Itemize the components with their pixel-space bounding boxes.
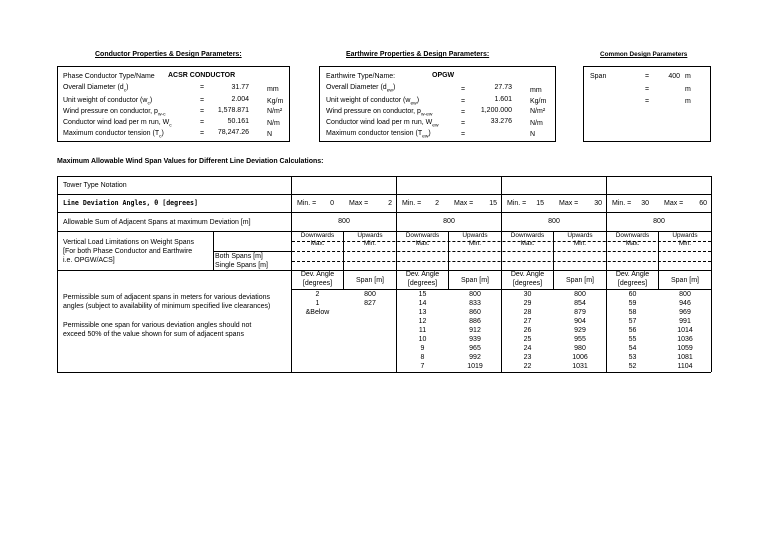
note2-line2: exceed 50% of the value shown for sum of adjacent spans [63, 331, 244, 338]
span-cell: 800 [574, 291, 586, 298]
conductor-windload-label: Conductor wind load per m run, $W_c$ [63, 119, 172, 129]
table-line [57, 372, 711, 373]
earthwire-tension-eq: = [461, 131, 466, 138]
earthwire-windpressure-eq: = [461, 109, 466, 116]
span-cell: 904 [574, 318, 586, 325]
dev-angle-cell: 28 [523, 309, 532, 316]
upwards-label: Upwards [357, 232, 383, 239]
angle-min-value: 0 [330, 200, 334, 207]
dev-angle-cell: 29 [523, 300, 532, 307]
upwards-min-label: Min. [363, 240, 377, 247]
allowable-sum-value: 800 [338, 218, 350, 225]
vertical-load-label-3: i.e. OPGW/ACS] [63, 257, 115, 264]
dev-angle-cell: 53 [628, 354, 637, 361]
dev-angle-cell: 60 [628, 291, 637, 298]
dev-angle-header: Dev. Angle [300, 271, 335, 278]
note2-line1: Permissible one span for various deviation angles should not [63, 322, 252, 329]
span-cell: 833 [469, 300, 481, 307]
angle-min-label: Min. = [612, 200, 632, 207]
earthwire-weight-value: 1.601 [494, 96, 512, 103]
conductor-windload-unit: N/m [267, 120, 280, 127]
both-spans-label: Both Spans [m] [215, 253, 263, 260]
vertical-load-label-1: Vertical Load Limitations on Weight Spans [63, 239, 195, 246]
span-header: Span [m] [565, 277, 594, 284]
dev-angle-cell: 54 [628, 345, 637, 352]
earthwire-type-label: Earthwire Type/Name: [326, 73, 396, 80]
earthwire-weight-eq: = [461, 98, 466, 105]
conductor-diameter-unit: mm [267, 86, 279, 93]
earthwire-windpressure-label: Wind pressure on conductor, $p_{w-ew}$ [326, 108, 433, 118]
span-cell: 965 [469, 345, 481, 352]
dev-angle-header: Dev. Angle [615, 271, 650, 278]
common-span-label: Span [590, 73, 607, 80]
dev-angle-header: Dev. Angle [510, 271, 545, 278]
earthwire-type-value: OPGW [432, 72, 455, 79]
tower-type-label: Tower Type Notation [63, 182, 127, 189]
conductor-windload-eq: = [200, 119, 205, 126]
allowable-sum-value: 800 [653, 218, 665, 225]
span-cell: 1059 [677, 345, 693, 352]
dev-angle-cell: 23 [523, 354, 532, 361]
span-cell: 800 [364, 291, 376, 298]
dev-angle-cell: 22 [523, 363, 532, 370]
conductor-windpressure-unit: N/m² [267, 108, 283, 115]
earthwire-weight-label: Unit weight of conductor $(w_{ew})$ [326, 97, 420, 107]
earthwire-windload-unit: N/m [530, 120, 543, 127]
span-header: Span [m] [460, 277, 489, 284]
conductor-weight-eq: = [200, 97, 205, 104]
dev-angle-cell: 11 [418, 327, 427, 334]
allowable-sum-value: 800 [443, 218, 455, 225]
dev-angle-cell: 58 [628, 309, 637, 316]
earthwire-windpressure-value: 1,200.000 [480, 107, 512, 114]
span-cell: 969 [679, 309, 691, 316]
angle-max-value: 15 [489, 200, 497, 207]
upwards-min-label: Min. [468, 240, 482, 247]
downwards-max-label: Max. [310, 240, 325, 247]
downwards-label: Downwards [405, 232, 440, 239]
conductor-diameter-value: 31.77 [231, 84, 249, 91]
earthwire-tension-label: Maximum conductor tension $(T_{ew})$ [326, 130, 431, 140]
dev-angle-cell: 8 [420, 354, 425, 361]
note1-line1: Permissible sum of adjacent spans in meters for various deviations [63, 294, 270, 301]
span-cell: 991 [679, 318, 691, 325]
downwards-max-label: Max. [625, 240, 640, 247]
earthwire-diameter-label: Overall Diameter $(d_{ew})$ [326, 84, 396, 94]
allowable-sum-value: 800 [548, 218, 560, 225]
downwards-max-label: Max. [415, 240, 430, 247]
dev-angle-cell: 55 [628, 336, 637, 343]
conductor-windpressure-label: Wind pressure on conductor, $p_{w-c}$ [63, 108, 166, 118]
dev-angle-cell: 12 [418, 318, 427, 325]
span-cell: 992 [469, 354, 481, 361]
upwards-min-label: Min. [678, 240, 692, 247]
span-cell: 939 [469, 336, 481, 343]
dev-angle-cell: 1 [315, 300, 320, 307]
dev-angle-cell: 25 [523, 336, 532, 343]
span-cell: 980 [574, 345, 586, 352]
earthwire-windload-value: 33.276 [490, 118, 512, 125]
conductor-windpressure-value: 1,578.871 [217, 107, 249, 114]
span-cell: 800 [469, 291, 481, 298]
table-line [57, 176, 711, 177]
vertical-load-label-2: [For both Phase Conductor and Earthwire [63, 248, 193, 255]
upwards-label: Upwards [567, 232, 593, 239]
angle-max-value: 60 [699, 200, 707, 207]
conductor-diameter-label: Overall Diameter $(d_c)$ [63, 84, 129, 94]
earthwire-windload-label: Conductor wind load per m run, $W_{ew}$ [326, 119, 439, 129]
conductor-diameter-eq: = [200, 84, 205, 91]
dev-angle-cell: 2 [315, 291, 320, 298]
conductor-weight-value: 2.004 [231, 96, 249, 103]
dev-angle-unit: [degrees] [302, 280, 333, 287]
dev-angle-unit: [degrees] [617, 280, 648, 287]
dev-angle-unit: [degrees] [407, 280, 438, 287]
dev-angle-cell: 15 [418, 291, 427, 298]
conductor-heading: Conductor Properties & Design Parameters: [95, 51, 242, 58]
span-cell: 1014 [677, 327, 693, 334]
earthwire-weight-unit: Kg/m [530, 98, 547, 105]
span-cell: 1104 [677, 363, 693, 370]
table-line [213, 231, 214, 270]
dev-angle-cell: 10 [418, 336, 427, 343]
dev-angle-cell: 27 [523, 318, 532, 325]
earthwire-diameter-eq: = [461, 86, 466, 93]
span-cell: 854 [574, 300, 586, 307]
angle-min-value: 30 [641, 200, 649, 207]
span-cell: 1006 [572, 354, 588, 361]
downwards-label: Downwards [300, 232, 335, 239]
span-cell: 827 [364, 300, 376, 307]
note1-line2: angles (subject to availability of minimum specified live clearances) [63, 303, 271, 310]
angle-max-label: Max = [664, 200, 684, 207]
dev-angle-cell: 59 [628, 300, 637, 307]
angle-min-value: 15 [536, 200, 544, 207]
dev-angle-cell: 30 [523, 291, 532, 298]
dev-angle-cell: 57 [628, 318, 637, 325]
span-header: Span [m] [355, 277, 384, 284]
conductor-windload-value: 50.161 [227, 118, 249, 125]
dev-angle-cell: 9 [420, 345, 425, 352]
earthwire-diameter-value: 27.73 [494, 84, 512, 91]
conductor-weight-unit: Kg/m [267, 98, 284, 105]
conductor-type-label: Phase Conductor Type/Name [63, 73, 155, 80]
dev-angle-cell: 26 [523, 327, 532, 334]
table-line [57, 212, 711, 213]
angle-min-label: Min. = [297, 200, 317, 207]
dev-angle-header: Dev. Angle [405, 271, 440, 278]
span-header: Span [m] [670, 277, 699, 284]
span-cell: 946 [679, 300, 691, 307]
dev-angle-cell: 52 [628, 363, 637, 370]
span-cell: 800 [679, 291, 691, 298]
dev-angle-cell: 7 [420, 363, 425, 370]
span-cell: 886 [469, 318, 481, 325]
angles-label: Line Deviation Angles, θ [degrees] [63, 199, 198, 207]
dev-angle-cell: &Below [305, 309, 330, 316]
dev-angle-cell: 14 [418, 300, 427, 307]
table-line [57, 194, 711, 195]
span-cell: 860 [469, 309, 481, 316]
span-cell: 912 [469, 327, 481, 334]
span-cell: 929 [574, 327, 586, 334]
conductor-tension-value: 78,247.26 [217, 129, 249, 136]
span-cell: 879 [574, 309, 586, 316]
common-span-unit: m [685, 73, 691, 80]
common-span-eq: = [645, 73, 650, 80]
dev-angle-unit: [degrees] [512, 280, 543, 287]
conductor-type-value: ACSR CONDUCTOR [168, 72, 236, 79]
conductor-tension-unit: N [267, 131, 273, 138]
earthwire-windpressure-unit: N/m² [530, 108, 546, 115]
earthwire-windload-eq: = [461, 120, 466, 127]
angle-max-value: 2 [388, 200, 392, 207]
angle-max-label: Max = [349, 200, 369, 207]
allowable-sum-label: Allowable Sum of Adjacent Spans at maximum Deviation [m] [63, 219, 251, 226]
span-cell: 1036 [677, 336, 693, 343]
angle-min-label: Min. = [507, 200, 527, 207]
span-cell: 1019 [467, 363, 483, 370]
downwards-max-label: Max. [520, 240, 535, 247]
dev-angle-cell: 13 [418, 309, 427, 316]
table-line [711, 176, 712, 372]
conductor-tension-label: Maximum conductor tension $(T_c)$ [63, 130, 164, 140]
section-title: Maximum Allowable Wind Span Values for Different Line Deviation Calculations: [57, 158, 324, 165]
earthwire-heading: Earthwire Properties & Design Parameters: [346, 51, 490, 58]
angle-max-label: Max = [454, 200, 474, 207]
common-row3-unit: m [685, 98, 691, 105]
angle-min-label: Min. = [402, 200, 422, 207]
downwards-label: Downwards [615, 232, 650, 239]
earthwire-diameter-unit: mm [530, 87, 542, 94]
upwards-label: Upwards [462, 232, 488, 239]
common-span-value: 400 [668, 73, 680, 80]
common-row2-eq: = [645, 86, 650, 93]
table-line [57, 176, 58, 372]
conductor-windpressure-eq: = [200, 108, 205, 115]
downwards-label: Downwards [510, 232, 545, 239]
earthwire-tension-unit: N [530, 131, 536, 138]
upwards-label: Upwards [672, 232, 698, 239]
dev-angle-cell: 56 [628, 327, 637, 334]
angle-max-value: 30 [594, 200, 602, 207]
dev-angle-cell: 24 [523, 345, 532, 352]
span-cell: 1031 [572, 363, 588, 370]
conductor-tension-eq: = [200, 130, 205, 137]
upwards-min-label: Min. [573, 240, 587, 247]
common-row2-unit: m [685, 86, 691, 93]
conductor-weight-label: Unit weight of conductor $(w_c)$ [63, 97, 153, 107]
angle-max-label: Max = [559, 200, 579, 207]
angle-min-value: 2 [435, 200, 439, 207]
single-spans-label: Single Spans [m] [215, 262, 268, 269]
common-row3-eq: = [645, 98, 650, 105]
span-cell: 1081 [677, 354, 693, 361]
span-cell: 955 [574, 336, 586, 343]
common-heading: Common Design Parameters [600, 51, 688, 58]
